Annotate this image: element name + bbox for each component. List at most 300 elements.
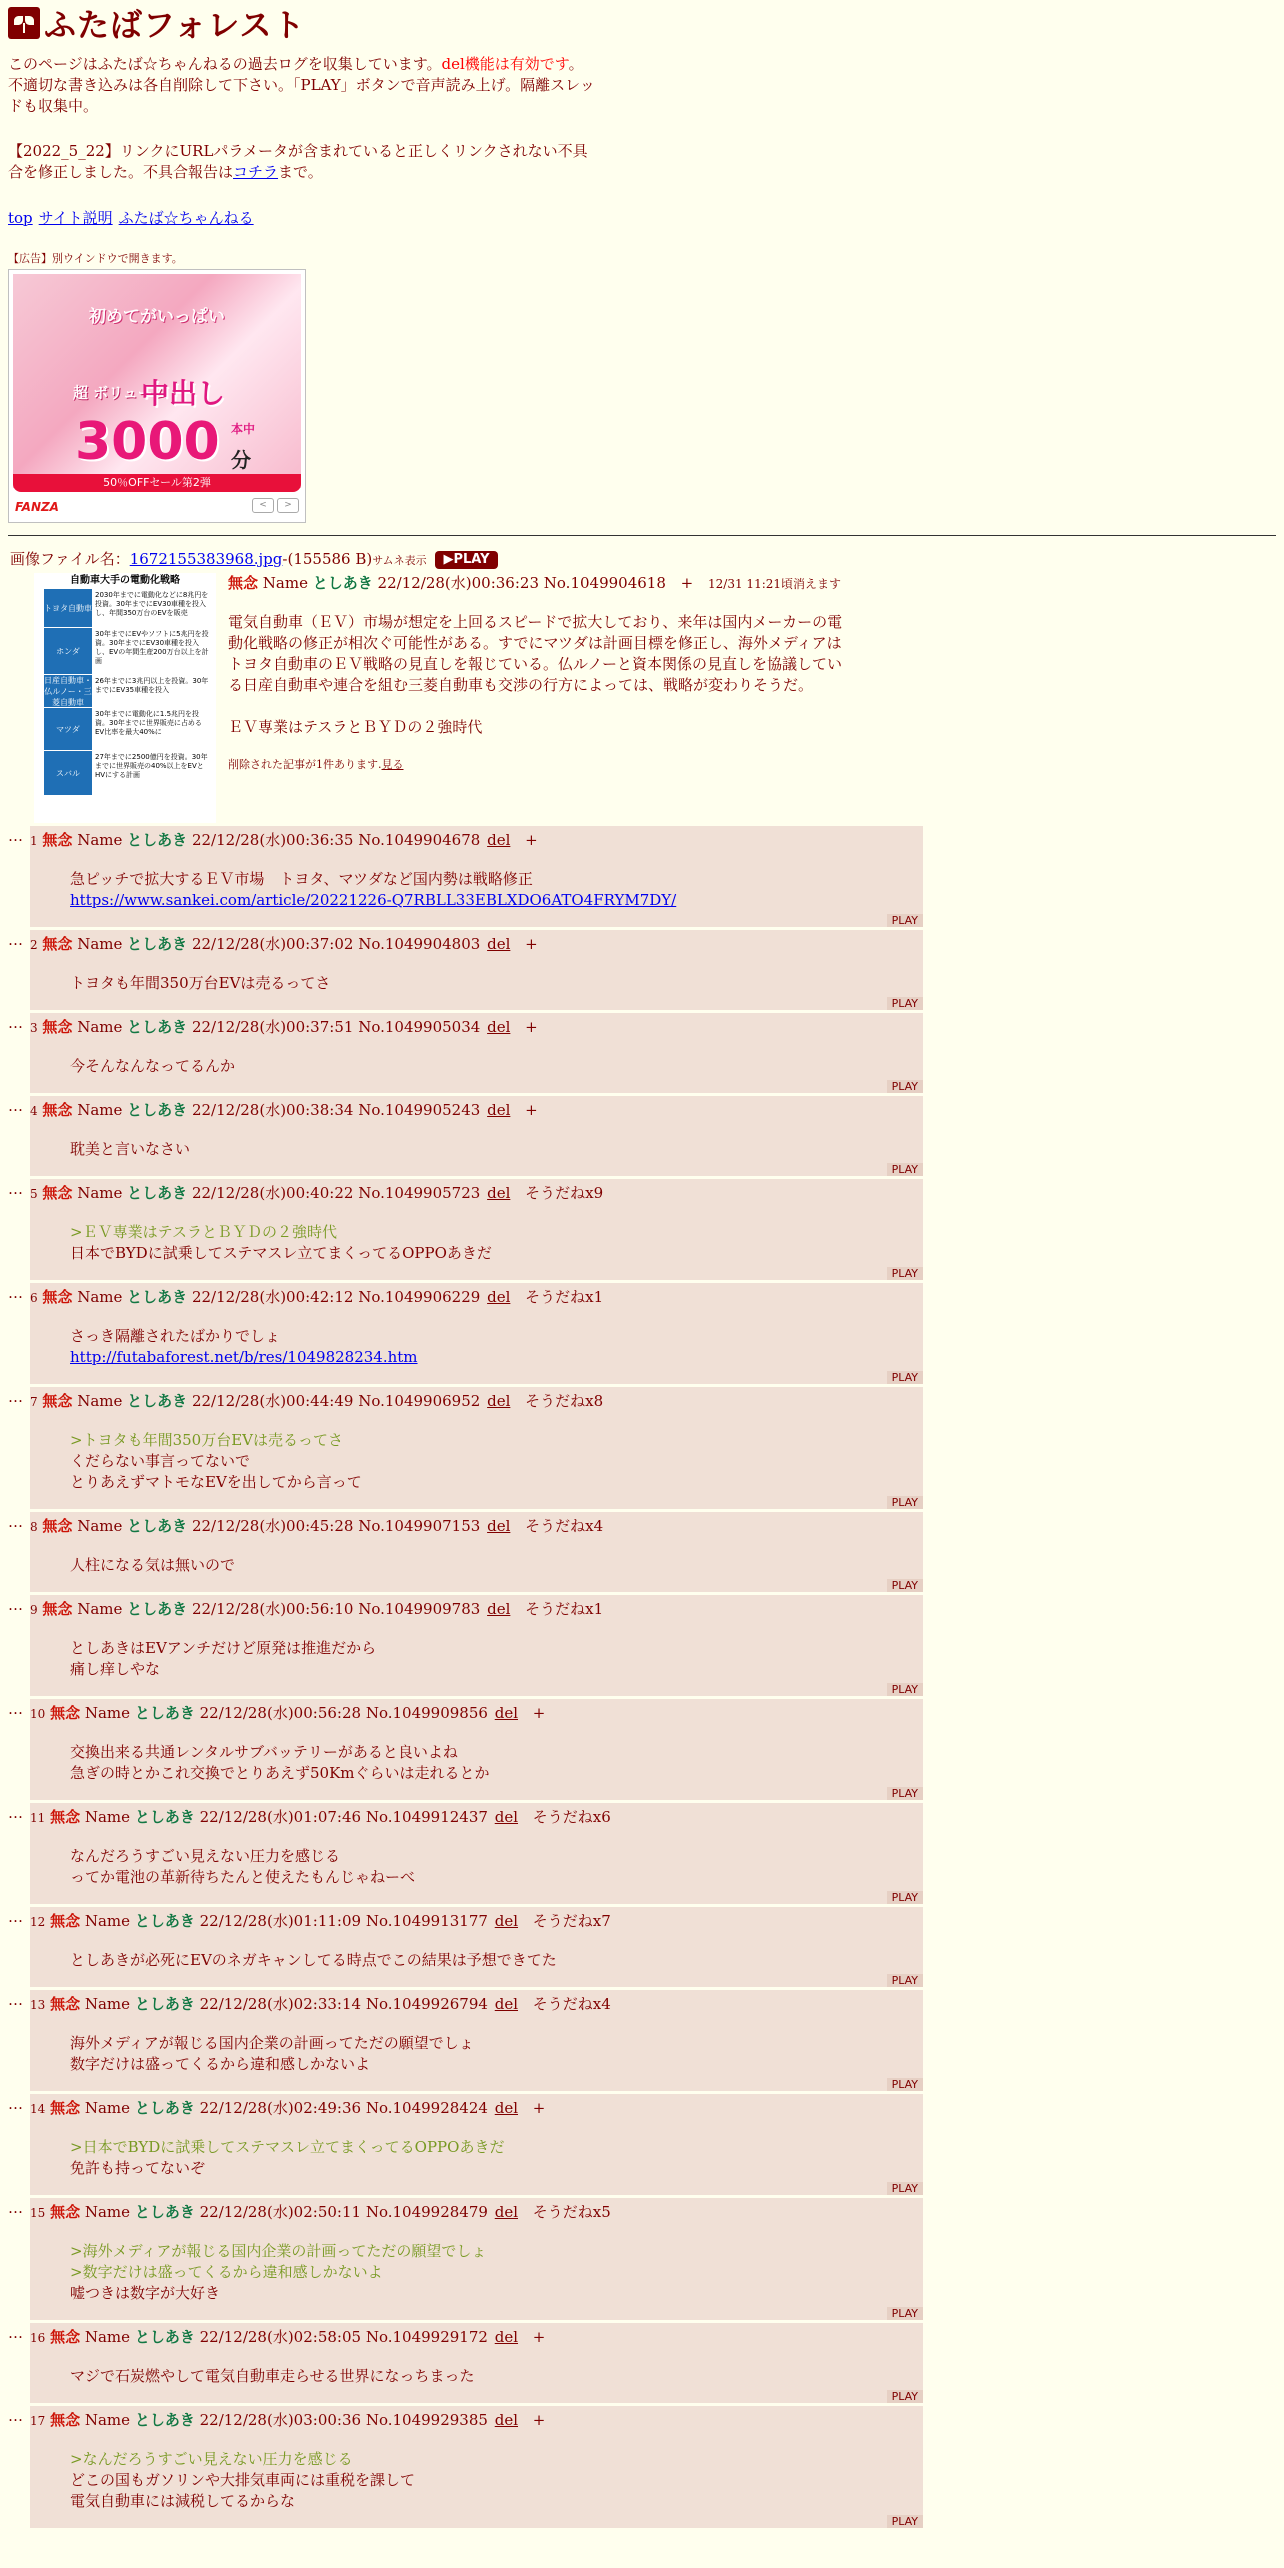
reply [8, 1013, 923, 1093]
reply-subject: 無念 [42, 831, 73, 849]
sodane-button[interactable]: そうだねx6 [532, 1808, 611, 1826]
plus-button[interactable]: + [525, 831, 538, 849]
reply-play-button[interactable]: PLAY [887, 2515, 923, 2528]
nav-futaba-link[interactable]: ふたば☆ちゃんねる [118, 209, 254, 227]
thumb-row-name: ホンダ [44, 628, 92, 674]
reply-box [30, 2198, 923, 2320]
reply-index: 15 [30, 2206, 46, 2220]
reply-play-button[interactable]: PLAY [887, 914, 923, 927]
reply-line: 急ぎの時とかこれ交換でとりあえず50Kmぐらいは走れるとか [70, 1764, 490, 1782]
reply-index: 16 [30, 2331, 46, 2345]
reply-box [30, 1096, 923, 1176]
reply-number[interactable]: No.1049928479 [365, 2203, 488, 2221]
reply-datetime: 22/12/28(水)00:40:22 [191, 1184, 354, 1202]
reply-dots: … [8, 1596, 23, 1614]
reply-line: 海外メディアが報じる国内企業の計画ってただの願望でしょ [70, 2034, 474, 2052]
thumb-row-name: 日産自動車・仏ルノー・三菱自動車 [44, 675, 92, 707]
play-icon: ▶ [443, 552, 454, 567]
reply-index: 10 [30, 1707, 46, 1721]
del-link[interactable]: del [494, 2099, 519, 2117]
reply [8, 1096, 923, 1176]
reply-name-label: Name [84, 2099, 131, 2117]
reply-number[interactable]: No.1049929172 [365, 2328, 488, 2346]
reply-play-button[interactable]: PLAY [887, 1787, 923, 1800]
reply-line: マジで石炭燃やして電気自動車走らせる世界になっちまった [70, 2367, 475, 2385]
reply-line: 人柱になる気は無いので [70, 1556, 236, 1574]
reply-subject: 無念 [42, 1600, 73, 1618]
file-label: 画像ファイル名： [10, 550, 130, 568]
ad-headline: 初めてがいっぱい [89, 307, 225, 327]
ad-volume-text: 超 ボリューム [73, 384, 168, 402]
reply-dots: … [8, 2199, 23, 2217]
reply-datetime: 22/12/28(水)00:56:10 [191, 1600, 354, 1618]
thumb-title: 自動車大手の電動化戦略 [70, 575, 180, 586]
reply-datetime: 22/12/28(水)03:00:36 [199, 2411, 362, 2429]
reply-message [70, 1326, 923, 1384]
reply-line: なんだろうすごい見えない圧力を感じる [70, 1847, 341, 1865]
reply-datetime: 22/12/28(水)00:38:34 [191, 1101, 354, 1119]
reply-index: 9 [30, 1603, 38, 1617]
reply-number[interactable]: No.1049909783 [358, 1600, 481, 1618]
reply-dots: … [8, 2324, 23, 2342]
op-message-line: 電気自動車（ＥＶ）市場が想定を上回るスピードで拡大しており、来年は国内メーカーの電動化戦略の修正が相次ぐ可能性がある。すでにマツダは計画目標を修正し、海外メディアはトヨタ自動車のＥＶ戦略の見直しを報じている。仏ルノーと資本関係の見直しを協議している日産自動車や連合を組む三菱自動車も交渉の行方によっては、戦略が変わりそうだ。 [228, 613, 843, 694]
plus-button[interactable]: + [532, 2411, 546, 2429]
reply-number[interactable]: No.1049904803 [358, 935, 481, 953]
reply-subject: 無念 [50, 1995, 81, 2013]
file-link[interactable]: 1672155383968.jpg [129, 550, 283, 568]
reply-play-button[interactable]: PLAY [887, 1974, 923, 1987]
thumb-row-desc: 30年までに電動化に1.5兆円を投資。30年までに世界販売に占めるEV比率を最大40%に [92, 708, 212, 750]
reply [8, 2198, 923, 2320]
op-post [10, 548, 910, 823]
reply [8, 826, 923, 927]
reply-subject: 無念 [42, 1288, 73, 1306]
thumb-row [44, 628, 216, 675]
reply-number[interactable]: No.1049928424 [365, 2099, 488, 2117]
reply-header [30, 1013, 923, 1038]
reply-box [30, 826, 923, 927]
reply-name: としあき [134, 2099, 195, 2117]
thumb-row [44, 751, 216, 796]
op-body [10, 573, 910, 823]
reply-subject: 無念 [50, 2099, 81, 2117]
reply [8, 2323, 923, 2403]
reply-name: としあき [134, 2328, 195, 2346]
ad-sale-banner[interactable]: 50％OFFセール第2弾 [13, 474, 301, 492]
reply-index: 13 [30, 1998, 46, 2012]
ad-unit: 分 [231, 448, 251, 472]
reply-line: ってか電池の革新待ちたんと使えたもんじゃねーべ [70, 1868, 416, 1886]
reply-index: 12 [30, 1915, 46, 1929]
reply-dots: … [8, 1284, 23, 1302]
reply-name-label: Name [77, 1600, 123, 1618]
reply-play-button[interactable]: PLAY [887, 1891, 923, 1904]
reply-name: としあき [127, 1101, 188, 1119]
site-title: ふたばフォレスト [44, 6, 306, 44]
reply-line: としあきはEVアンチだけど原発は推進だから [70, 1639, 377, 1657]
op-message-line: ＥＶ専業はテスラとＢＹＤの２強時代 [228, 718, 483, 736]
reply-name-label: Name [84, 2411, 131, 2429]
reply-message [70, 1430, 923, 1509]
reply-play-button[interactable]: PLAY [887, 1163, 923, 1176]
reply-line: 数字だけは盛ってくるから違和感しかないよ [70, 2055, 371, 2073]
reply-box [30, 1179, 923, 1280]
reply [8, 2406, 923, 2528]
del-link[interactable]: del [487, 935, 511, 953]
reply-link[interactable]: https://www.sankei.com/article/20221226-Q7RBLL33EBLXDO6ATO4FRYM7DY/ [70, 891, 677, 909]
sodane-button[interactable]: そうだねx1 [525, 1600, 604, 1618]
sodane-button[interactable]: そうだねx8 [525, 1392, 604, 1410]
reply-line: さっき隔離されたばかりでしょ [70, 1327, 281, 1345]
reply-datetime: 22/12/28(水)02:49:36 [199, 2099, 362, 2117]
reply-message [70, 1950, 923, 1987]
reply-subject: 無念 [42, 1101, 73, 1119]
sodane-button[interactable]: そうだねx4 [532, 1995, 611, 2013]
sodane-button[interactable]: そうだねx4 [525, 1517, 604, 1535]
reply-message [70, 2449, 923, 2528]
reply-header [30, 826, 923, 851]
op-datetime: 22/12/28(水)00:36:23 [377, 574, 539, 592]
op-name: としあき [312, 574, 373, 592]
reply-name: としあき [134, 2411, 195, 2429]
reply-quote: >日本でBYDに試乗してステマスレ立てまくってるOPPOあきだ [70, 2138, 505, 2156]
reply-datetime: 22/12/28(水)00:37:02 [191, 935, 354, 953]
reply-play-button[interactable]: PLAY [887, 1683, 923, 1696]
reply-datetime: 22/12/28(水)00:44:49 [191, 1392, 354, 1410]
reply-list [8, 826, 923, 2531]
reply-number[interactable]: No.1049909856 [365, 1704, 488, 1722]
reply-number[interactable]: No.1049929385 [365, 2411, 488, 2429]
reply-box [30, 930, 923, 1010]
reply-message [70, 1638, 923, 1696]
thumb-note: サムネ表示 [372, 554, 427, 567]
op-plus-button[interactable]: + [680, 574, 694, 592]
reply-index: 14 [30, 2102, 46, 2116]
reply [8, 1387, 923, 1509]
reply-subject: 無念 [50, 2328, 81, 2346]
reply [8, 1283, 923, 1384]
reply-message [70, 1056, 923, 1093]
del-link[interactable]: del [494, 2411, 519, 2429]
reply-subject: 無念 [42, 1517, 73, 1535]
reply-line: 交換出来る共通レンタルサブバッテリーがあると良いよね [70, 1743, 458, 1761]
show-deleted-link[interactable]: 見る [381, 758, 404, 771]
reply-message [70, 2241, 923, 2320]
sodane-button[interactable]: そうだねx9 [525, 1184, 604, 1202]
reply-message [70, 1139, 923, 1176]
reply-datetime: 22/12/28(水)02:33:14 [199, 1995, 362, 2013]
del-link[interactable]: del [487, 1101, 511, 1119]
ad-banner[interactable] [8, 269, 306, 523]
file-info [10, 548, 910, 569]
reply-index: 3 [30, 1021, 38, 1035]
ad-number: 3000 [75, 412, 220, 472]
thumb-row [44, 675, 216, 708]
reply-name-label: Name [77, 1101, 123, 1119]
futaba-leaf-icon[interactable] [8, 7, 40, 39]
update-notice [8, 141, 598, 183]
site-header [8, 6, 1276, 44]
ad-tag: 本中 [231, 422, 256, 436]
reply-index: 5 [30, 1187, 38, 1201]
reply-name: としあき [127, 1517, 188, 1535]
reply-box [30, 1699, 923, 1800]
reply-datetime: 22/12/28(水)00:56:28 [199, 1704, 362, 1722]
reply-line: トヨタも年間350万台EVは売るってさ [70, 974, 331, 992]
del-link[interactable]: del [494, 1808, 519, 1826]
sodane-button[interactable]: そうだねx5 [532, 2203, 611, 2221]
reply-dots: … [8, 1991, 23, 2009]
reply-name: としあき [134, 1995, 195, 2013]
del-link[interactable]: del [487, 1184, 511, 1202]
thumb-row-name: スバル [44, 751, 92, 795]
reply-dots: … [8, 1388, 23, 1406]
reply-index: 8 [30, 1520, 38, 1534]
op-play-button[interactable] [435, 551, 497, 569]
thumb-row-desc: 26年までに3兆円以上を投資。30年までにEV35車種を投入 [92, 675, 212, 707]
op-name-label: Name [262, 574, 308, 592]
nav-top-link[interactable]: top [8, 209, 33, 227]
reply-index: 2 [30, 938, 38, 952]
op-thumbnail[interactable] [34, 573, 216, 823]
reply-number[interactable]: No.1049912437 [365, 1808, 488, 1826]
del-link[interactable]: del [494, 1704, 519, 1722]
reply-message [70, 1555, 923, 1592]
bug-report-link[interactable]: コチラ [233, 163, 279, 181]
reply [8, 1699, 923, 1800]
reply-play-button[interactable]: PLAY [887, 2182, 923, 2195]
reply [8, 1907, 923, 1987]
reply-box [30, 1990, 923, 2091]
reply-name: としあき [127, 935, 188, 953]
reply-line: 耽美と言いなさい [70, 1140, 191, 1158]
ad-prev-icon[interactable]: < [252, 498, 274, 513]
reply-line: 免許も持ってないぞ [70, 2159, 206, 2177]
reply-header [30, 1512, 923, 1537]
reply-line: としあきが必死にEVのネガキャンしてる時点でこの結果は予想できてた [70, 1951, 557, 1969]
reply-header [30, 1096, 923, 1121]
reply [8, 930, 923, 1010]
thumb-row-desc: 2030年までに電動化などに8兆円を投資。30年までにEV30車種を投入し、年間350万台のEVを販売 [92, 589, 212, 627]
reply-header [30, 1283, 923, 1308]
reply-name: としあき [127, 1018, 188, 1036]
reply-name-label: Name [84, 1704, 131, 1722]
plus-button[interactable]: + [532, 1704, 546, 1722]
intro-part-a: このページはふたば☆ちゃんねるの過去ログを収集しています。 [8, 55, 442, 73]
reply-subject: 無念 [42, 1392, 73, 1410]
reply-header [30, 930, 923, 955]
deleted-notice [228, 756, 848, 772]
reply-name-label: Name [84, 1912, 131, 1930]
reply-name: としあき [127, 1288, 188, 1306]
reply-number[interactable]: No.1049906952 [358, 1392, 481, 1410]
page-container [8, 0, 1276, 523]
op-subject: 無念 [228, 574, 259, 592]
reply-dots: … [8, 1014, 23, 1032]
reply-play-button[interactable]: PLAY [887, 2307, 923, 2320]
reply-play-button[interactable]: PLAY [887, 1267, 923, 1280]
reply-datetime: 22/12/28(水)02:58:05 [199, 2328, 362, 2346]
reply-quote: >なんだろうすごい見えない圧力を感じる [70, 2450, 353, 2468]
reply-number[interactable]: No.1049905034 [358, 1018, 481, 1036]
reply-name-label: Name [77, 1288, 123, 1306]
reply-name: としあき [127, 831, 188, 849]
reply-quote: >ＥＶ専業はテスラとＢＹＤの２強時代 [70, 1223, 337, 1241]
reply-line: とりあえずマトモなEVを出してから言って [70, 1473, 362, 1491]
nav-links [8, 207, 1276, 228]
reply-link[interactable]: http://futabaforest.net/b/res/1049828234.htm [70, 1348, 418, 1366]
reply-name-label: Name [84, 1808, 131, 1826]
reply-name-label: Name [77, 831, 123, 849]
reply [8, 1512, 923, 1592]
nav-about-link[interactable]: サイト説明 [38, 209, 113, 227]
reply-name: としあき [134, 2203, 195, 2221]
reply-datetime: 22/12/28(水)00:42:12 [191, 1288, 354, 1306]
reply-dots: … [8, 1908, 23, 1926]
reply-datetime: 22/12/28(水)01:07:46 [199, 1808, 362, 1826]
reply-number[interactable]: No.1049906229 [358, 1288, 481, 1306]
op-number[interactable]: No.1049904618 [543, 574, 666, 592]
notice-end: まで。 [278, 163, 323, 181]
reply-number[interactable]: No.1049926794 [365, 1995, 488, 2013]
del-link[interactable]: del [487, 831, 511, 849]
reply-datetime: 22/12/28(水)02:50:11 [199, 2203, 362, 2221]
reply-header [30, 2406, 923, 2431]
reply-subject: 無念 [42, 935, 73, 953]
reply-box [30, 1907, 923, 1987]
reply-header [30, 2198, 923, 2223]
reply-name: としあき [127, 1392, 188, 1410]
reply-message [70, 869, 923, 927]
del-enabled-text: del機能は有効です [441, 55, 569, 73]
plus-button[interactable]: + [525, 935, 538, 953]
reply-name-label: Name [77, 1517, 123, 1535]
plus-button[interactable]: + [525, 1018, 538, 1036]
reply-line: くだらない事言ってないで [70, 1452, 251, 1470]
reply-dots: … [8, 1097, 23, 1115]
reply-number[interactable]: No.1049905723 [358, 1184, 481, 1202]
reply-quote: >数字だけは盛ってくるから違和感しかないよ [70, 2263, 383, 2281]
reply-dots: … [8, 931, 23, 949]
intro-part-b: 。不適切な書き込みは各自削除して下さい。「PLAY」ボタンで音声読み上げ。隔離スレッドも収集中。 [8, 55, 595, 115]
reply-play-button[interactable]: PLAY [887, 997, 923, 1010]
reply-box [30, 2406, 923, 2528]
reply-box [30, 1512, 923, 1592]
reply-box [30, 2323, 923, 2403]
reply-name-label: Name [84, 2203, 131, 2221]
del-link[interactable]: del [487, 1600, 511, 1618]
reply-line: 電気自動車には減税してるからな [70, 2492, 296, 2510]
reply-play-button[interactable]: PLAY [887, 2390, 923, 2403]
reply-message [70, 973, 923, 1010]
notice-text: 【2022_5_22】リンクにURLパラメータが含まれていると正しくリンクされない不具合を修正しました。不具合報告は [8, 142, 588, 181]
reply-quote: >海外メディアが報じる国内企業の計画ってただの願望でしょ [70, 2242, 487, 2260]
reply-play-button[interactable]: PLAY [887, 1371, 923, 1384]
reply-number[interactable]: No.1049904678 [358, 831, 481, 849]
plus-button[interactable]: + [532, 2328, 546, 2346]
del-link[interactable]: del [487, 1018, 511, 1036]
reply-datetime: 22/12/28(水)00:36:35 [191, 831, 354, 849]
reply-line: 痛し痒しやな [70, 1660, 161, 1678]
file-size: -(155586 B) [282, 550, 373, 568]
reply-play-button[interactable]: PLAY [887, 1080, 923, 1093]
ad-image[interactable] [13, 274, 301, 488]
ad-next-icon[interactable]: > [277, 498, 299, 513]
reply-dots: … [8, 2095, 23, 2113]
intro-text [8, 54, 598, 117]
reply-number[interactable]: No.1049913177 [365, 1912, 488, 1930]
reply-index: 7 [30, 1395, 38, 1409]
divider [8, 535, 1276, 536]
reply-header [30, 1387, 923, 1412]
reply-index: 6 [30, 1291, 38, 1305]
reply [8, 1803, 923, 1904]
reply-number[interactable]: No.1049905243 [358, 1101, 481, 1119]
reply-line: 急ピッチで拡大するＥＶ市場 トヨタ、マツダなど国内勢は戦略修正 [70, 870, 533, 888]
reply-name: としあき [127, 1600, 188, 1618]
del-link[interactable]: del [494, 2328, 519, 2346]
reply-number[interactable]: No.1049907153 [358, 1517, 481, 1535]
del-link[interactable]: del [494, 1995, 519, 2013]
reply [8, 1179, 923, 1280]
reply-dots: … [8, 1700, 23, 1718]
thumb-row-name: マツダ [44, 708, 92, 750]
reply-play-button[interactable]: PLAY [887, 2078, 923, 2091]
reply [8, 1990, 923, 2091]
del-link[interactable]: del [487, 1517, 511, 1535]
op-message [228, 612, 848, 738]
reply-name-label: Name [84, 1995, 131, 2013]
reply-dots: … [8, 1804, 23, 1822]
reply-header [30, 1699, 923, 1724]
plus-button[interactable]: + [532, 2099, 546, 2117]
reply-line: 今そんなんなってるんか [70, 1057, 236, 1075]
reply-header [30, 1179, 923, 1204]
reply-quote: >トヨタも年間350万台EVは売るってさ [70, 1431, 343, 1449]
del-link[interactable]: del [494, 1912, 519, 1930]
plus-button[interactable]: + [525, 1101, 538, 1119]
sodane-button[interactable]: そうだねx7 [532, 1912, 611, 1930]
reply-name-label: Name [84, 2328, 131, 2346]
del-link[interactable]: del [487, 1288, 511, 1306]
ad-label: 【広告】別ウインドウで開きます。 [8, 252, 183, 265]
reply-index: 17 [30, 2414, 46, 2428]
reply-subject: 無念 [42, 1018, 73, 1036]
reply-box [30, 1387, 923, 1509]
thumb-row-desc: 30年までにEVやソフトに5兆円を投資。30年までにEV30車種を投入し、EVの年間生産200万台以上を計画 [92, 628, 212, 674]
reply-message [70, 2033, 923, 2091]
reply-line: 嘘つきは数字が大好き [70, 2284, 221, 2302]
reply-header [30, 1907, 923, 1932]
reply-box [30, 1013, 923, 1093]
del-link[interactable]: del [494, 2203, 519, 2221]
reply-subject: 無念 [50, 1704, 81, 1722]
reply-subject: 無念 [50, 2411, 81, 2429]
reply-play-button[interactable]: PLAY [887, 1496, 923, 1509]
del-link[interactable]: del [487, 1392, 511, 1410]
reply-index: 4 [30, 1104, 38, 1118]
reply [8, 2094, 923, 2195]
reply-name-label: Name [77, 935, 123, 953]
reply-name: としあき [134, 1808, 195, 1826]
reply-play-button[interactable]: PLAY [887, 1579, 923, 1592]
sodane-button[interactable]: そうだねx1 [525, 1288, 604, 1306]
reply-dots: … [8, 1180, 23, 1198]
ad-main-text: 中出し [141, 377, 226, 410]
reply-name: としあき [134, 1704, 195, 1722]
reply-header [30, 1803, 923, 1828]
thumb-row [44, 708, 216, 751]
